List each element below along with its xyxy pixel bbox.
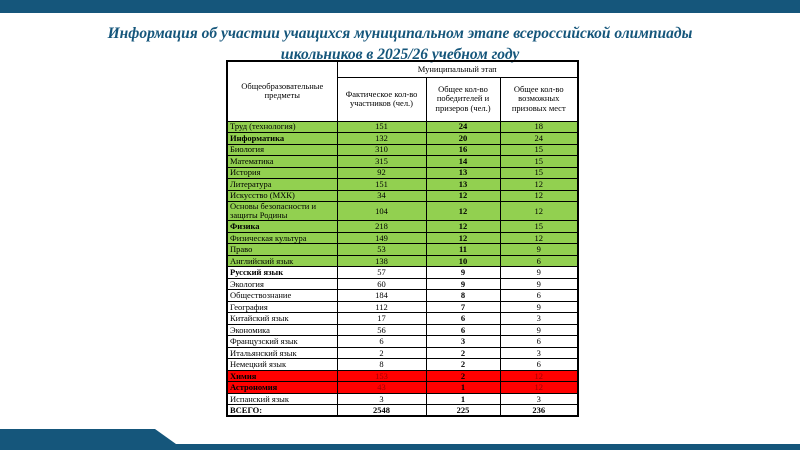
- places-cell: 15: [500, 167, 578, 179]
- table-row: [227, 167, 578, 179]
- top-accent-bar: [0, 0, 800, 13]
- subject-cell: География: [227, 301, 337, 313]
- winners-cell: 16: [426, 144, 500, 156]
- table-row: [227, 121, 578, 133]
- subject-cell: Основы безопасности и защиты Родины: [227, 202, 337, 221]
- winners-cell: 2: [426, 347, 500, 359]
- participants-cell: 104: [337, 202, 426, 221]
- participants-cell: 92: [337, 167, 426, 179]
- participants-cell: 3: [337, 393, 426, 405]
- table-row: [227, 179, 578, 191]
- subject-cell: Испанский язык: [227, 393, 337, 405]
- winners-cell: 9: [426, 267, 500, 279]
- places-cell: 12: [500, 382, 578, 394]
- page-title-line1: Информация об участии учащихся муниципальном этапе всероссийской олимпиады: [107, 25, 693, 42]
- participants-cell: 34: [337, 190, 426, 202]
- subject-cell: Физика: [227, 221, 337, 233]
- places-column-header: Общее кол-во возможных призовых мест: [500, 77, 578, 121]
- table-body: [227, 121, 578, 416]
- participants-cell: 57: [337, 267, 426, 279]
- subject-cell: Искусство (МХК): [227, 190, 337, 202]
- subject-cell: Астрономия: [227, 382, 337, 394]
- subject-cell: Биология: [227, 144, 337, 156]
- winners-cell: 2: [426, 370, 500, 382]
- subject-cell: История: [227, 167, 337, 179]
- participants-cell: 53: [337, 244, 426, 256]
- table-row: [227, 278, 578, 290]
- places-cell: 12: [500, 370, 578, 382]
- subject-cell: Французский язык: [227, 336, 337, 348]
- table-row: [227, 255, 578, 267]
- places-cell: 9: [500, 244, 578, 256]
- table-row: [227, 290, 578, 302]
- total-row: [227, 405, 578, 417]
- places-cell: 236: [500, 405, 578, 417]
- places-cell: 6: [500, 255, 578, 267]
- places-cell: 3: [500, 393, 578, 405]
- participants-cell: 60: [337, 278, 426, 290]
- winners-cell: 24: [426, 121, 500, 133]
- places-cell: 15: [500, 221, 578, 233]
- table-row: [227, 156, 578, 168]
- subject-cell: Математика: [227, 156, 337, 168]
- participants-cell: 56: [337, 324, 426, 336]
- table-row: [227, 267, 578, 279]
- subject-cell: Немецкий язык: [227, 359, 337, 371]
- winners-cell: 13: [426, 179, 500, 191]
- subject-cell: Обществознание: [227, 290, 337, 302]
- winners-cell: 12: [426, 232, 500, 244]
- table-row: [227, 393, 578, 405]
- subject-cell: Русский язык: [227, 267, 337, 279]
- subject-cell: Английский язык: [227, 255, 337, 267]
- winners-cell: 9: [426, 278, 500, 290]
- table-row: [227, 190, 578, 202]
- participants-cell: 310: [337, 144, 426, 156]
- winners-cell: 8: [426, 290, 500, 302]
- winners-cell: 225: [426, 405, 500, 417]
- subject-column-header: Общеобразовательные предметы: [227, 61, 337, 121]
- table-row: [227, 202, 578, 221]
- participants-cell: 149: [337, 232, 426, 244]
- participants-cell: 43: [337, 382, 426, 394]
- subject-cell: Физическая культура: [227, 232, 337, 244]
- winners-cell: 20: [426, 133, 500, 145]
- subject-cell: Экология: [227, 278, 337, 290]
- winners-cell: 7: [426, 301, 500, 313]
- places-cell: 12: [500, 190, 578, 202]
- table-row: [227, 301, 578, 313]
- table-row: [227, 382, 578, 394]
- subject-cell: Химия: [227, 370, 337, 382]
- places-cell: 3: [500, 313, 578, 325]
- places-cell: 9: [500, 324, 578, 336]
- table-row: [227, 144, 578, 156]
- participants-cell: 138: [337, 255, 426, 267]
- table-header: [227, 61, 578, 121]
- subject-cell: Труд (технология): [227, 121, 337, 133]
- participants-cell: 17: [337, 313, 426, 325]
- table-row: [227, 324, 578, 336]
- table-row: [227, 313, 578, 325]
- participants-cell: 218: [337, 221, 426, 233]
- places-cell: 6: [500, 359, 578, 371]
- places-cell: 9: [500, 301, 578, 313]
- subject-cell: Право: [227, 244, 337, 256]
- winners-cell: 2: [426, 359, 500, 371]
- winners-cell: 6: [426, 324, 500, 336]
- table-row: [227, 244, 578, 256]
- participants-cell: 151: [337, 179, 426, 191]
- table-row: [227, 370, 578, 382]
- subject-cell: Итальянский язык: [227, 347, 337, 359]
- winners-column-header: Общее кол-во победителей и призеров (чел.): [426, 77, 500, 121]
- table-row: [227, 133, 578, 145]
- table-row: [227, 347, 578, 359]
- winners-cell: 1: [426, 382, 500, 394]
- winners-cell: 3: [426, 336, 500, 348]
- places-cell: 12: [500, 202, 578, 221]
- participants-cell: 8: [337, 359, 426, 371]
- places-cell: 12: [500, 232, 578, 244]
- places-cell: 9: [500, 267, 578, 279]
- subject-cell: Китайский язык: [227, 313, 337, 325]
- winners-cell: 13: [426, 167, 500, 179]
- subject-cell: ВСЕГО:: [227, 405, 337, 417]
- participants-cell: 132: [337, 133, 426, 145]
- places-cell: 9: [500, 278, 578, 290]
- places-cell: 6: [500, 336, 578, 348]
- participants-cell: 2548: [337, 405, 426, 417]
- places-cell: 6: [500, 290, 578, 302]
- subject-cell: Информатика: [227, 133, 337, 145]
- winners-cell: 1: [426, 393, 500, 405]
- participants-cell: 112: [337, 301, 426, 313]
- olympiad-table: [226, 60, 579, 417]
- places-cell: 15: [500, 144, 578, 156]
- winners-cell: 12: [426, 202, 500, 221]
- table-row: [227, 232, 578, 244]
- participants-cell: 2: [337, 347, 426, 359]
- places-cell: 12: [500, 179, 578, 191]
- places-cell: 18: [500, 121, 578, 133]
- winners-cell: 12: [426, 221, 500, 233]
- participants-cell: 153: [337, 370, 426, 382]
- winners-cell: 12: [426, 190, 500, 202]
- participants-column-header: Фактическое кол-во участников (чел.): [337, 77, 426, 121]
- subject-cell: Литература: [227, 179, 337, 191]
- places-cell: 3: [500, 347, 578, 359]
- table-row: [227, 221, 578, 233]
- participants-cell: 315: [337, 156, 426, 168]
- places-cell: 15: [500, 156, 578, 168]
- winners-cell: 10: [426, 255, 500, 267]
- table-row: [227, 359, 578, 371]
- participants-cell: 6: [337, 336, 426, 348]
- subject-cell: Экономика: [227, 324, 337, 336]
- municipal-stage-header: Муниципальный этап: [337, 61, 578, 77]
- page-title-line2: школьников в 2025/26 учебном году: [280, 45, 520, 63]
- winners-cell: 11: [426, 244, 500, 256]
- winners-cell: 14: [426, 156, 500, 168]
- bottom-accent-shape: [0, 428, 800, 450]
- places-cell: 24: [500, 133, 578, 145]
- participants-cell: 184: [337, 290, 426, 302]
- winners-cell: 6: [426, 313, 500, 325]
- participants-cell: 151: [337, 121, 426, 133]
- table-row: [227, 336, 578, 348]
